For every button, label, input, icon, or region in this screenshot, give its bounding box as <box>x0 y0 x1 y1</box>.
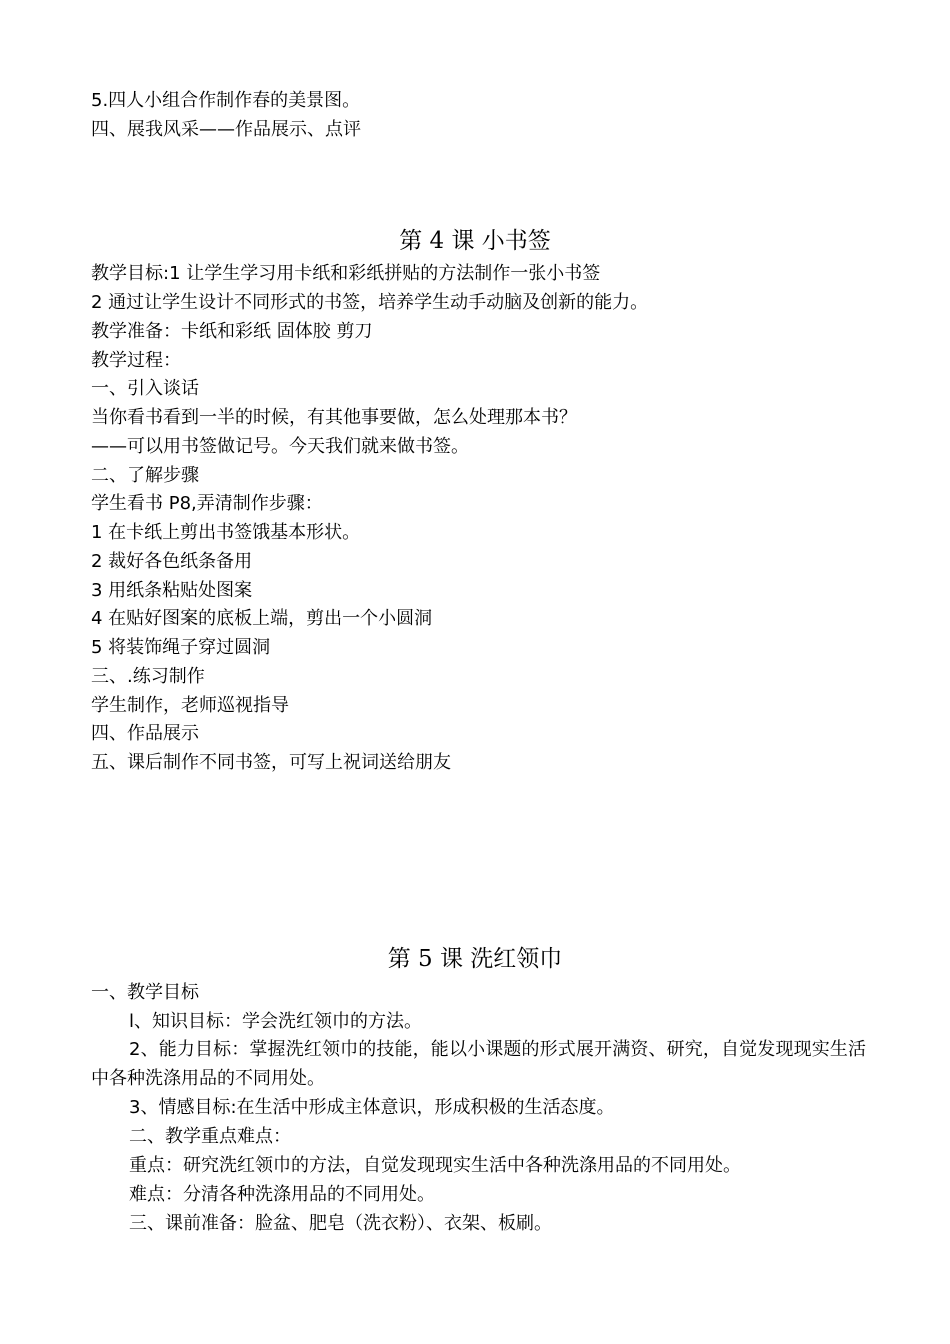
lesson4-line: 5 将装饰绳子穿过圆洞 <box>91 637 271 658</box>
lesson4-line: 教学过程： <box>91 350 181 371</box>
top-line-2: 四、展我风采——作品展示、点评 <box>91 119 361 140</box>
lesson4-line: 学生制作，老师巡视指导 <box>91 695 289 716</box>
lesson4-line: 二、了解步骤 <box>91 465 199 486</box>
key-point: 重点：研究洗红领巾的方法，自觉发现现实生活中各种洗涤用品的不同用处。 <box>129 1155 741 1176</box>
lesson4-line: 教学目标:1 让学生学习用卡纸和彩纸拼贴的方法制作一张小书签 <box>91 263 601 284</box>
lesson4-line: 一、引入谈话 <box>91 378 199 399</box>
lesson4-line: 学生看书 P8,弄清制作步骤： <box>91 493 323 514</box>
lesson4-line: 2 通过让学生设计不同形式的书签，培养学生动手动脑及创新的能力。 <box>91 292 649 313</box>
preparation-line: 三、课前准备：脸盆、肥皂（洗衣粉）、衣架、板刷。 <box>129 1213 552 1234</box>
lesson4-line: 三、.练习制作 <box>91 666 205 687</box>
lesson4-title: 第 4 课 小书签 <box>399 228 551 254</box>
lesson4-line: 五、课后制作不同书签，可写上祝词送给朋友 <box>91 752 451 773</box>
emotion-goal: 3、情感目标:在生活中形成主体意识，形成积极的生活态度。 <box>129 1097 615 1118</box>
lesson5-title: 第 5 课 洗红领巾 <box>387 946 563 972</box>
ability-goal: 2、能力目标：掌握洗红领巾的技能，能以小课题的形式展开满资、研究，自觉发现现实生活中各种洗涤用品的不同用处。 <box>91 1039 866 1089</box>
lesson4-line: 四、作品展示 <box>91 723 199 744</box>
lesson4-line: ——可以用书签做记号。今天我们就来做书签。 <box>91 436 469 457</box>
lesson5-heading: 一、教学目标 <box>91 982 199 1003</box>
lesson4-line: 1 在卡纸上剪出书签饿基本形状。 <box>91 522 361 543</box>
lesson4-line: 当你看书看到一半的时候，有其他事要做，怎么处理那本书？ <box>91 407 577 428</box>
lesson4-line: 4 在贴好图案的底板上端，剪出一个小圆洞 <box>91 608 433 629</box>
lesson4-line: 教学准备：卡纸和彩纸 固体胶 剪刀 <box>91 321 373 342</box>
lesson4-line: 2 裁好各色纸条备用 <box>91 551 253 572</box>
top-line-1: 5.四人小组合作制作春的美景图。 <box>91 90 361 111</box>
lesson4-line: 3 用纸条粘贴处图案 <box>91 580 253 601</box>
difficulty-point: 难点：分清各种洗涤用品的不同用处。 <box>129 1184 435 1205</box>
knowledge-goal: l、知识目标：学会洗红领巾的方法。 <box>129 1011 422 1032</box>
key-points-heading: 二、教学重点难点： <box>129 1126 291 1147</box>
